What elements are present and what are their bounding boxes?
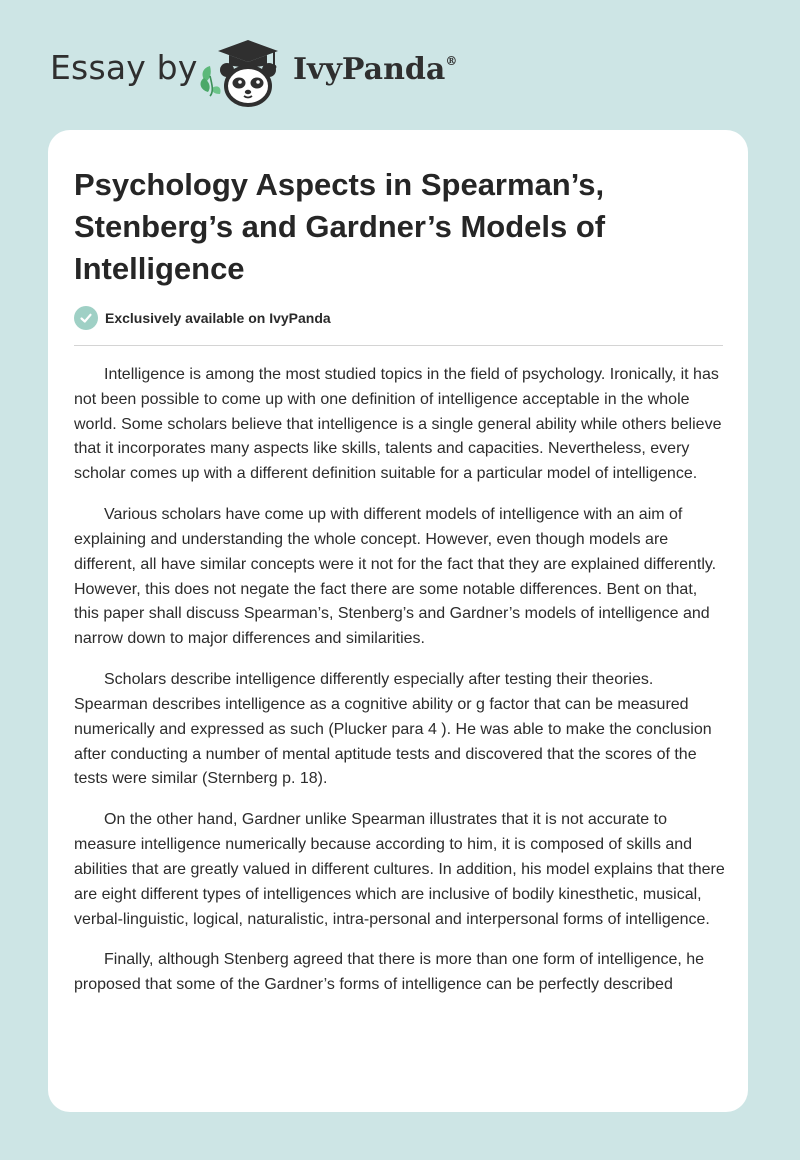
leaf-icon bbox=[201, 66, 221, 96]
paragraph: On the other hand, Gardner unlike Spearman illustrates that it is not accurate to measure intelligence numerically because according to him, it is composed of skills and abilities that are greatly valued in different cultures. In addition, his model explains that there are eight different types of intelligences which are inclusive of bodily kinesthetic, musical, verbal-linguistic, logical, naturalistic, intra-personal and interpersonal forms of intelligence. bbox=[74, 811, 725, 928]
essay-title: Psychology Aspects in Spearman’s, Stenberg’s and Gardner’s Models of Intelligence bbox=[74, 167, 606, 286]
paragraph: Scholars describe intelligence differently especially after testing their theories. Spearman describes intelligence as a cognitive ability or g factor that can be measured numerically and expressed as such (Plucker para 4 ). He was able to make the conclusion after conducting a number of mental aptitude tests and discovered that the scores of the tests were similar (Sternberg p. 18). bbox=[74, 671, 712, 788]
exclusive-badge-label: Exclusively available on IvyPanda bbox=[105, 310, 331, 326]
panda-graduate-logo-icon[interactable] bbox=[198, 36, 280, 108]
essay-by-label: Essay by bbox=[50, 48, 198, 87]
exclusive-badge bbox=[74, 306, 331, 330]
registered-mark: ® bbox=[445, 54, 458, 68]
panda-face-icon bbox=[220, 63, 276, 105]
essay-card bbox=[48, 130, 748, 1112]
paragraph: Intelligence is among the most studied topics in the field of psychology. Ironically, it has not been possible to come up with one definition of intelligence acceptable in the whole world. Some scholars believe that intelligence is a single general ability while others believe that it incorporates many aspects like skills, talents and capacities. Nevertheless, every scholar comes up with a different definition suitable for a particular model of intelligence. bbox=[74, 366, 722, 483]
divider bbox=[74, 345, 723, 346]
paragraph: Various scholars have come up with different models of intelligence with an aim of explaining and understanding the whole concept. However, even though models are different, all have similar concepts were it not for the fact that they are explained differently. However, this does not negate the fact there are some notable differences. Bent on that, this paper shall discuss Spearman’s, Stenberg’s and Gardner’s models of intelligence and narrow down to major differences and similarities. bbox=[74, 506, 717, 648]
site-header bbox=[0, 0, 800, 130]
paragraph: Finally, although Stenberg agreed that there is more than one form of intelligence, he proposed that some of the Gardner’s forms of intelligence can be perfectly described bbox=[74, 951, 705, 994]
checkmark-icon bbox=[74, 306, 98, 330]
brand-name[interactable] bbox=[293, 52, 457, 87]
essay-body bbox=[74, 363, 726, 1014]
brand-text: IvyPanda bbox=[293, 52, 446, 87]
